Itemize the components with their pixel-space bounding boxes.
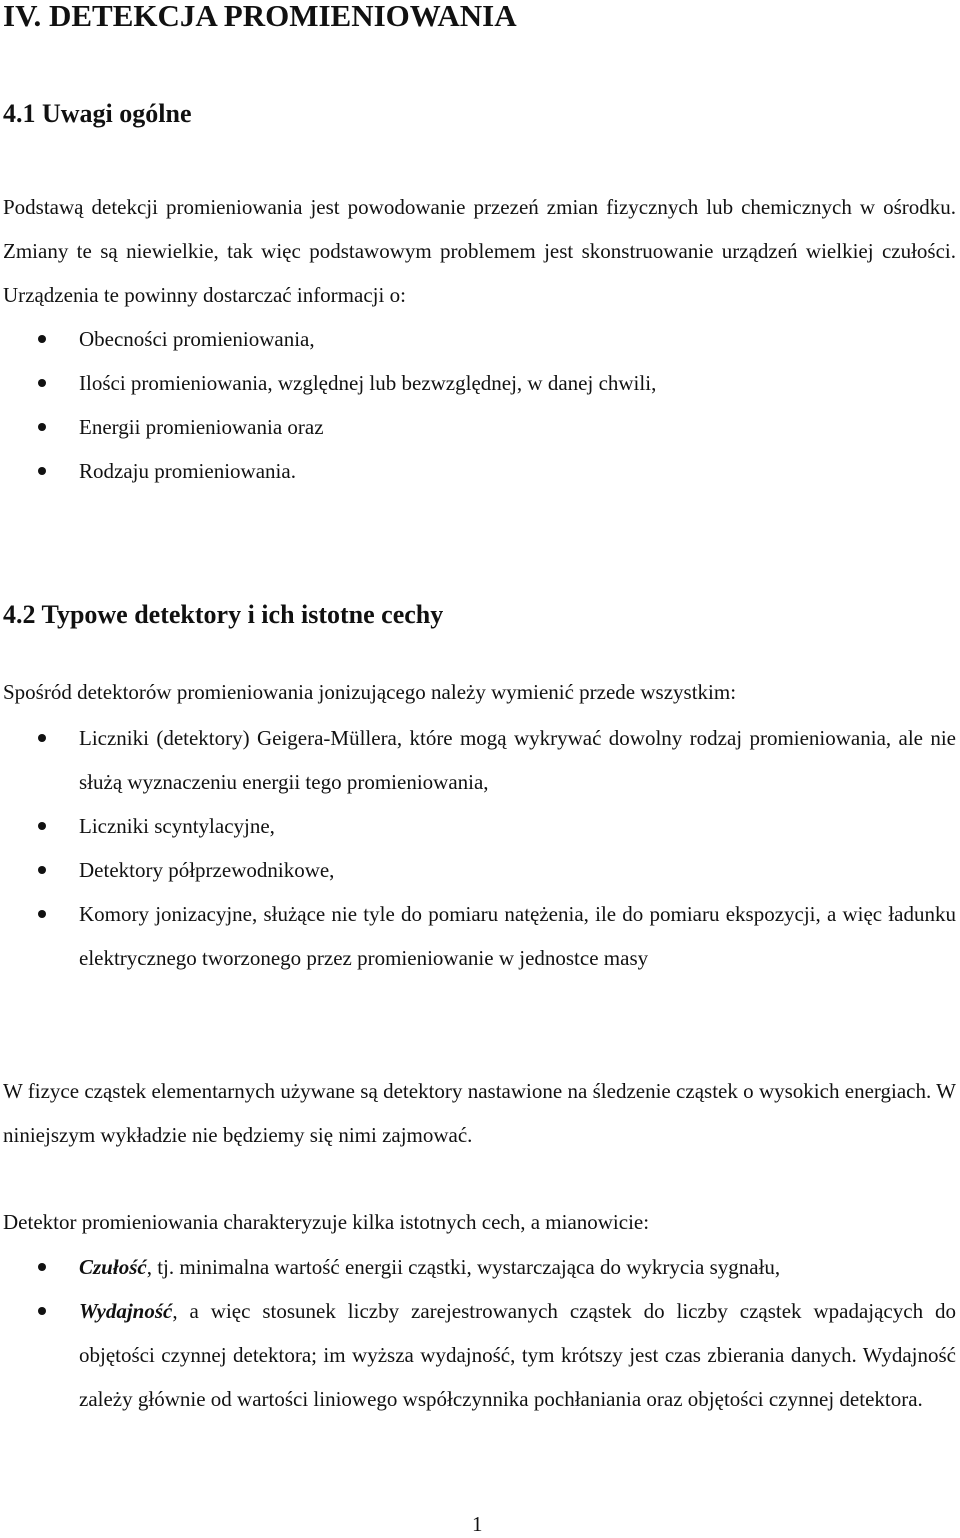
detector-list: [0, 716, 956, 980]
bullet-icon: [38, 335, 46, 343]
section-1-paragraph: Podstawą detekcji promieniowania jest powodowanie przezeń zmian fizycznych lub chemicznych w ośrodku. Zmiany te są niewielkie, tak więc podstawowym problemem jest skonstruowanie urządzeń wielkiej czułości. Urządzenia te powinny dostarczać informacji o:: [3, 195, 956, 307]
page-number: 1: [472, 1512, 483, 1536]
list-item-text: Liczniki scyntylacyjne,: [79, 814, 275, 838]
bullet-icon: [38, 467, 46, 475]
bullet-icon: [38, 734, 46, 742]
feature-term: Czułość: [79, 1255, 147, 1279]
bullet-icon: [38, 1263, 46, 1271]
list-item: [0, 716, 956, 804]
bullet-icon: [38, 379, 46, 387]
list-item-text: Ilości promieniowania, względnej lub bezwzględnej, w danej chwili,: [79, 371, 657, 395]
section-2-paragraph-3: Detektor promieniowania charakteryzuje kilka istotnych cech, a mianowicie:: [3, 1210, 650, 1234]
list-item: [0, 892, 956, 980]
bullet-icon: [38, 1307, 46, 1315]
feature-text: , a więc stosunek liczby zarejestrowanych cząstek do liczby cząstek wpadających do objętości czynnej detektora; im wyższa wydajność, tym krótszy jest czas zbierania danych. Wydajność zależy głównie od wartości liniowego współczynnika pochłaniania oraz objętości czynnej detektora.: [79, 1299, 956, 1411]
info-list: [0, 317, 956, 493]
section-title-4-2: 4.2 Typowe detektory i ich istotne cechy: [3, 600, 444, 629]
features-list: [0, 1245, 956, 1421]
list-item: [0, 405, 956, 449]
list-item: [0, 361, 956, 405]
feature-text: , tj. minimalna wartość energii cząstki, wystarczająca do wykrycia sygnału,: [146, 1255, 781, 1279]
feature-term: Wydajność: [79, 1299, 173, 1323]
bullet-icon: [38, 866, 46, 874]
list-item-text: Rodzaju promieniowania.: [79, 459, 296, 483]
list-item: [0, 317, 956, 361]
list-item: [0, 1289, 956, 1421]
list-item-text: Komory jonizacyjne, służące nie tyle do pomiaru natężenia, ile do pomiaru ekspozycji, a więc ładunku elektrycznego tworzonego przez promieniowanie w jednostce masy: [79, 902, 956, 970]
chapter-title: IV. DETEKCJA PROMIENIOWANIA: [3, 0, 517, 33]
bullet-icon: [38, 822, 46, 830]
list-item-text: Energii promieniowania oraz: [79, 415, 324, 439]
list-item: [0, 449, 956, 493]
bullet-icon: [38, 423, 46, 431]
list-item-text: Liczniki (detektory) Geigera-Müllera, które mogą wykrywać dowolny rodzaj promieniowania, ale nie służą wyznaczeniu energii tego promieniowania,: [79, 726, 956, 794]
section-2-intro: Spośród detektorów promieniowania jonizującego należy wymienić przede wszystkim:: [3, 680, 737, 704]
list-item: [0, 804, 956, 848]
list-item-text: Obecności promieniowania,: [79, 327, 315, 351]
section-2-paragraph-2: W fizyce cząstek elementarnych używane są detektory nastawione na śledzenie cząstek o wysokich energiach. W niniejszym wykładzie nie będziemy się nimi zajmować.: [3, 1079, 956, 1147]
list-item: [0, 1245, 956, 1289]
section-title-4-1: 4.1 Uwagi ogólne: [3, 99, 192, 128]
bullet-icon: [38, 910, 46, 918]
list-item-text: Detektory półprzewodnikowe,: [79, 858, 335, 882]
list-item: [0, 848, 956, 892]
